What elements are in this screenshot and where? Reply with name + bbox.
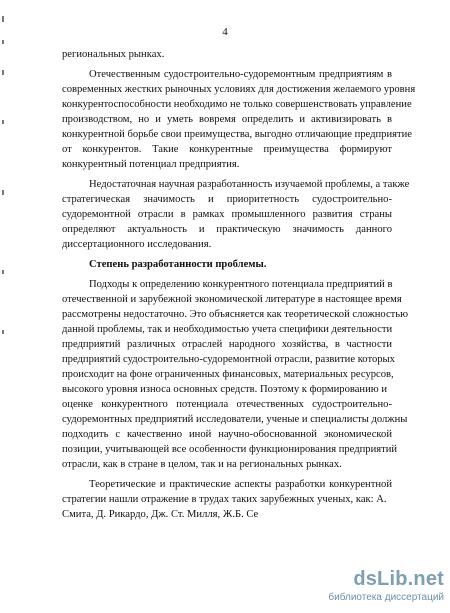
text-line: конкурентоспособности необходимо не только совершенствовать управление [62,99,412,110]
watermark-subtitle: библиотека диссертаций [328,592,444,603]
text-line: высокого уровня износа основных средств. Поэтому к формированию и [62,384,387,395]
text-line: конкурентный потенциал предприятия. [62,159,240,170]
text-line: региональных рынках. [62,49,165,60]
text-line: отечественной и зарубежной экономической литературе в настоящее время [62,294,402,305]
text-line: Подходы к определению конкурентного потенциала предприятий в [89,279,393,290]
text-line: происходит на фоне ограниченных финансовых, материальных ресурсов, [62,369,394,380]
watermark [326,568,444,606]
text-line: отрасли, как в стране в целом, так и на региональных рынках. [62,459,342,470]
section-heading: Степень разработанности проблемы. [89,259,267,270]
text-line: данной проблемы, так и необходимостью учета специфики деятельности [62,324,393,335]
text-line: Отечественным судостроительно-судоремонтным предприятиям в [89,69,392,80]
text-line: конкурентной борьбе свои преимущества, выгодно отличающие предприятие [62,129,412,140]
text-line: предприятий судостроительно-судоремонтной отрасли, развитие которых [62,354,395,365]
text-line: диссертационного исследования. [62,239,212,250]
text-line: стратегии нашли отражение в трудах таких зарубежных ученых, как: А. [62,494,387,505]
text-line: стратегическая значимость и приоритетность судостроительно- [62,194,392,205]
text-line: судоремонтной отрасли в рамках промышленного развития страны [62,209,392,220]
text-line: подходить с качественно иной научно-обоснованной экономической [62,429,392,440]
scan-edge-marks [2,0,6,613]
text-line: Смита, Д. Рикардо, Дж. Ст. Милля, Ж.Б. Се [62,509,259,520]
watermark-logo: dsLib.net [353,568,444,590]
text-line: предприятий различных отраслей народного хозяйства, в частности [62,339,392,350]
text-line: определяют актуальность и практическую значимость данного [62,224,392,235]
text-line: от конкурентов. Такие конкурентные преимущества формируют [62,144,392,155]
text-line: оценке конкурентного потенциала отечественных судостроительно- [62,399,392,410]
text-line: современных жестких рыночных условиях для достижения желаемого уровня [62,84,416,95]
text-line: производством, но и уметь вовремя определить и активизировать в [62,114,392,125]
text-line: позиции, учитывающей все особенности функционирования предприятий [62,444,398,455]
text-line: рассмотрены недостаточно. Это объясняется как теоретической сложностью [62,309,409,320]
text-line: Теоретические и практические аспекты разработки конкурентной [89,479,392,490]
text-line: Недостаточная научная разработанность изучаемой проблемы, а также [89,179,410,190]
text-line: судоремонтных предприятий исследователи, ученые и специалисты должны [62,414,408,425]
page-number: 4 [222,26,228,38]
